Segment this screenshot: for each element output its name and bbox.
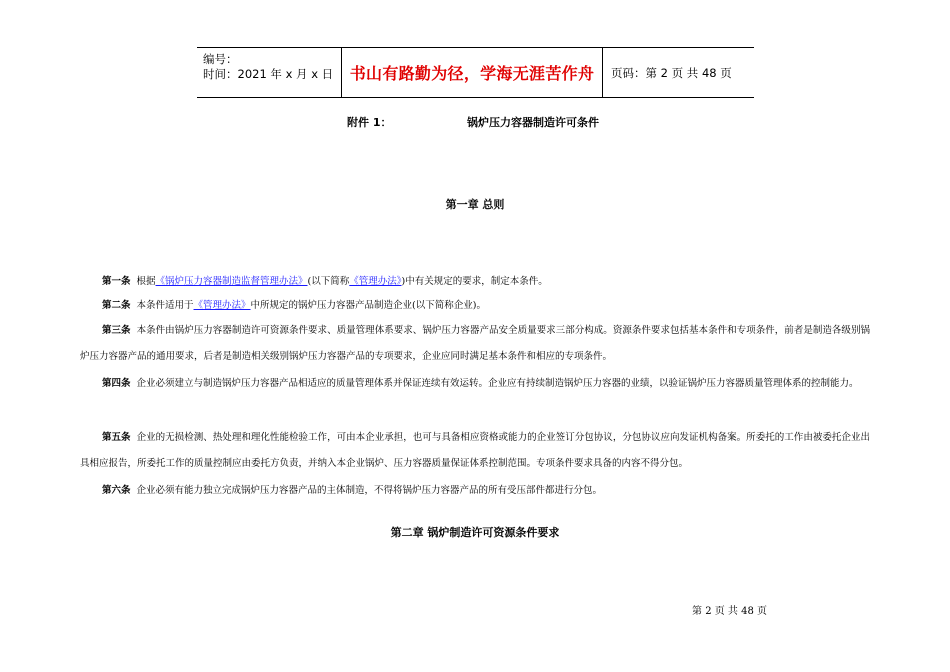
page-footer: 第 2 页 共 48 页	[692, 606, 767, 617]
article-1: 第一条 根据《锅炉压力容器制造监督管理办法》(以下简称《管理办法》)中有关规定的要求，制定本条件。	[102, 276, 548, 287]
header-motto-cell	[342, 48, 603, 97]
article-number: 第四条	[102, 378, 131, 389]
article-4: 第四条 企业必须建立与制造锅炉压力容器产品相适应的质量管理体系并保证连续有效运转。企业应有持续制造锅炉压力容器的业绩，以验证锅炉压力容器质量管理体系的控制能力。	[102, 378, 859, 389]
article-2: 第二条 本条件适用于《管理办法》中所规定的锅炉压力容器产品制造企业(以下简称企业)。	[102, 300, 486, 311]
article-number: 第二条	[102, 300, 131, 311]
article-3: 第三条 本条件由锅炉压力容器制造许可资源条件要求、质量管理体系要求、锅炉压力容器产品安全质量要求三部分构成。资源条件要求包括基本条件和专项条件，前者是制造各级别锅炉压力容器产品的通用要求，后者是制造相关级别锅炉压力容器产品的专项要求，企业应同时满足基本条件和相应的专项条件。	[80, 325, 870, 362]
time-label: 时间：2021 年 x 月 x 日	[203, 67, 334, 81]
header-table	[197, 47, 754, 98]
chapter-1-heading: 第一章 总则	[445, 198, 505, 211]
header-page-cell	[603, 48, 754, 97]
article-6: 第六条 企业必须有能力独立完成锅炉压力容器产品的主体制造，不得将锅炉压力容器产品的所有受压部件都进行分包。	[102, 485, 603, 496]
article-5: 第五条 企业的无损检测、热处理和理化性能检验工作，可由本企业承担，也可与具备相应资格或能力的企业签订分包协议，分包协议应向发证机构备案。所委托的工作由被委托企业出具相应报告，所委托工作的质量控制应由委托方负责，并纳入本企业锅炉、压力容器质量保证体系控制范围。专项条件要求具备的内容不得分包。	[80, 432, 870, 469]
attachment-label: 附件 1：	[347, 116, 392, 129]
management-measures-link[interactable]: 《管理办法》	[349, 276, 402, 287]
document-title: 锅炉压力容器制造许可条件	[467, 116, 599, 129]
page-info: 页码：第 2 页 共 48 页	[611, 65, 732, 80]
header-meta-cell	[197, 48, 342, 97]
article-number: 第五条	[102, 432, 131, 443]
regulation-link[interactable]: 《锅炉压力容器制造监督管理办法》	[155, 276, 308, 287]
motto-text: 书山有路勤为径，学海无涯苦作舟	[349, 64, 595, 83]
article-number: 第三条	[102, 325, 131, 336]
number-label: 编号：	[203, 52, 238, 66]
chapter-2-heading: 第二章 锅炉制造许可资源条件要求	[390, 526, 560, 539]
article-number: 第一条	[102, 276, 131, 287]
article-number: 第六条	[102, 485, 131, 496]
management-measures-link[interactable]: 《管理办法》	[193, 300, 251, 311]
